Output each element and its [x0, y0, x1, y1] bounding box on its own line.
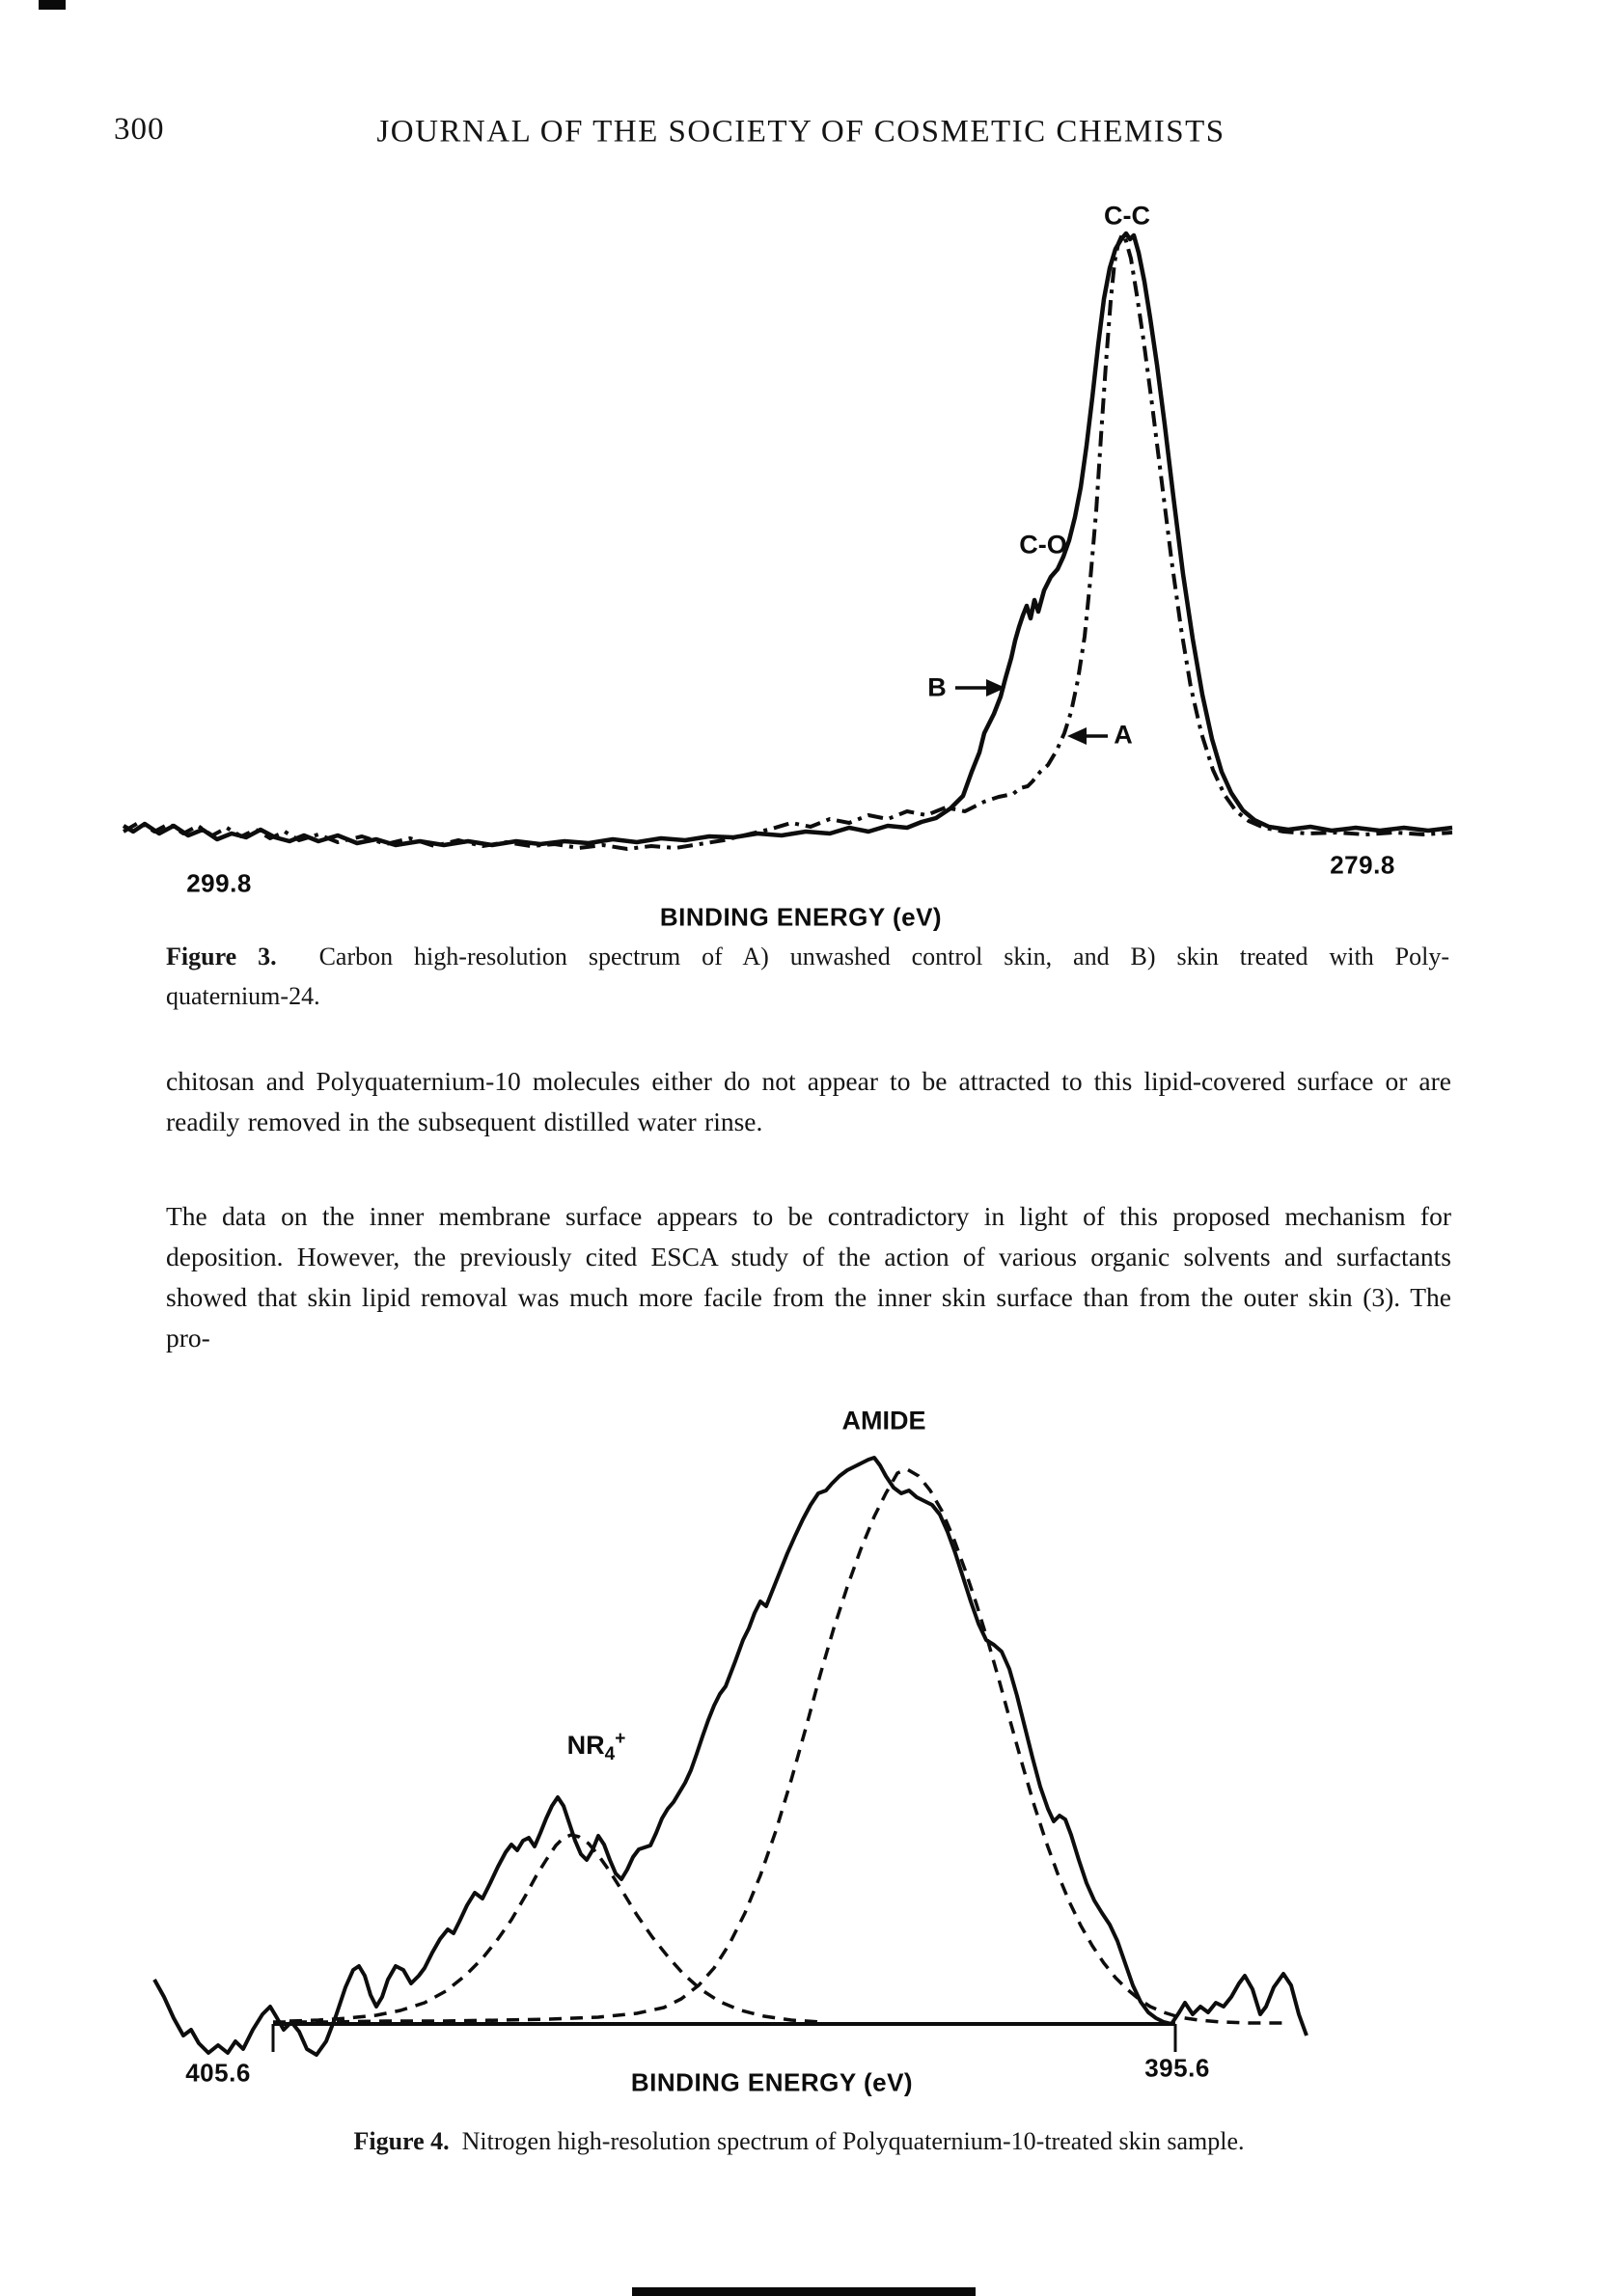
fig3-caption-text: Carbon high-resolution spectrum of A) unwashed control skin, and B) skin treated with Poly- [318, 943, 1449, 970]
page-number: 300 [114, 112, 165, 147]
fig4-caption-number: Figure 4. [353, 2127, 450, 2155]
nr4-superscript: + [615, 1728, 626, 1749]
paragraph-2: The data on the inner membrane surface appears to be contradictory in light of this proposed mechanism for deposition. However, the previously cited ESCA study of the action of various organic solvents and surfactants showed that skin lipid removal was much more facile from the inner skin surface than from the outer skin (3). The pro- [166, 1201, 1451, 1353]
series-b-skin-treated-with-polyquaternium-24 [124, 233, 1452, 845]
paragraph-1: chitosan and Polyquaternium-10 molecules either do not appear to be attracted to this lipid-covered surface or are readily removed in the subsequent distilled water rinse. [166, 1066, 1451, 1136]
fig4-peak-label-nr4 [567, 1729, 626, 1765]
fig4-caption [353, 2122, 1244, 2161]
fig3-curve-label-b: B [927, 672, 947, 702]
nr4-text: NR [566, 1730, 605, 1760]
series-a-unwashed-control-skin [124, 234, 1452, 849]
fig3-caption-number: Figure 3. [166, 943, 277, 970]
scan-artifact-top [39, 0, 66, 10]
b-arrow [955, 679, 1005, 697]
fig3-peak-label-co: C-O [1019, 530, 1067, 560]
fig4-caption-text: Nitrogen high-resolution spectrum of Polyquaternium-10-treated skin sample. [461, 2127, 1245, 2155]
fig3-caption-line2: quaternium-24. [166, 982, 320, 1010]
fig4-xtick-right: 395.6 [1144, 2053, 1210, 2083]
scan-artifact-bottom [632, 2287, 976, 2296]
fig3-xtick-right: 279.8 [1330, 850, 1395, 880]
figure3-carbon-spectrum-chart [0, 125, 1597, 912]
journal-title: JOURNAL OF THE SOCIETY OF COSMETIC CHEMISTS [376, 114, 1225, 150]
fig3-xtick-left: 299.8 [186, 868, 252, 898]
fig3-curve-label-a: A [1114, 720, 1133, 750]
series-amide-fitted-component-dashed- [273, 1469, 1283, 2023]
fig3-x-axis-label: BINDING ENERGY (eV) [659, 902, 943, 932]
fig4-xtick-left: 405.6 [185, 2058, 251, 2088]
nr4-subscript: 4 [604, 1744, 616, 1765]
fig3-caption-line1 [166, 938, 1449, 976]
a-arrow [1067, 727, 1108, 745]
fig4-x-axis-label: BINDING ENERGY (eV) [630, 2067, 914, 2097]
series-measured-nitrogen-spectrum [154, 1458, 1307, 2055]
figure4-nitrogen-spectrum-chart [0, 1380, 1597, 2074]
fig4-peak-label-amide: AMIDE [841, 1406, 926, 1435]
fig3-peak-label-cc: C-C [1104, 201, 1150, 231]
